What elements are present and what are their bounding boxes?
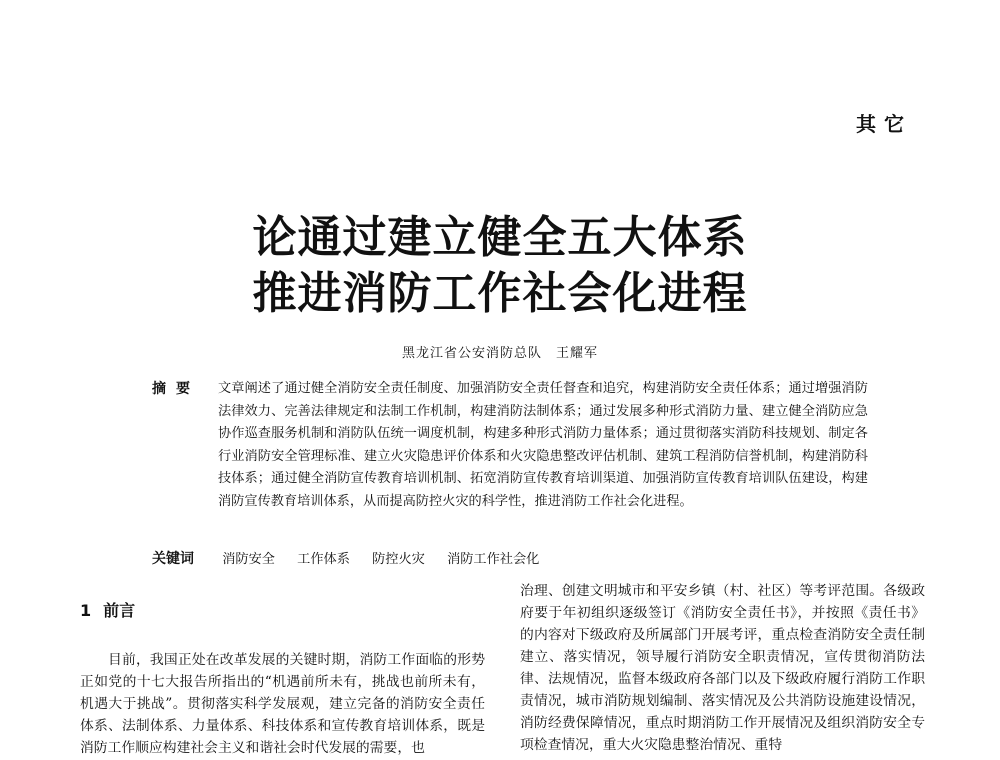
abstract bbox=[152, 378, 868, 513]
abstract-label: 摘要 bbox=[152, 381, 200, 397]
body-paragraph: 治理、创建文明城市和平安乡镇（村、社区）等考评范围。各级政府要于年初组织逐级签订《消防安全责任书》，并按照《责任书》的内容对下级政府及所属部门开展考评，重点检查消防安全责任制建立、落实情况，领导履行消防安全职责情况，宣传贯彻消防法律、法规情况，监督本级政府各部门以及下级政府履行消防工作职责情况，城市消防规划编制、落实情况及公共消防设施建设情况，消防经费保障情况，重点时期消防工作开展情况及组织消防安全专项检查情况，重大火灾隐患整治情况、重特 bbox=[520, 583, 925, 753]
section-number: 1 bbox=[80, 601, 92, 620]
keyword: 消防安全 bbox=[222, 552, 275, 567]
keyword: 消防工作社会化 bbox=[447, 552, 540, 567]
author-affiliation: 黑龙江省公安消防总队 王耀军 bbox=[401, 346, 598, 361]
right-column bbox=[520, 580, 925, 756]
section-title: 前言 bbox=[103, 601, 136, 620]
keyword: 工作体系 bbox=[297, 552, 350, 567]
keywords bbox=[152, 548, 868, 571]
title-line-2: 推进消防工作社会化进程 bbox=[252, 268, 748, 319]
section-tag: 其它 bbox=[856, 112, 912, 136]
left-column bbox=[80, 598, 485, 759]
keyword: 防控火灾 bbox=[372, 552, 425, 567]
section-heading bbox=[80, 598, 485, 621]
keywords-label: 关键词 bbox=[152, 551, 194, 567]
article-title bbox=[0, 210, 1000, 322]
title-line-1: 论通过建立健全五大体系 bbox=[252, 212, 748, 263]
abstract-text: 文章阐述了通过健全消防安全责任制度、加强消防安全责任督查和追究，构建消防安全责任体系；通过增强消防法律效力、完善法律规定和法制工作机制，构建消防法制体系；通过发展多种形式消防力量、建立健全消防应急协作巡查服务机制和消防队伍统一调度机制，构建多种形式消防力量体系；通过贯彻落实消防科技规划、制定各行业消防安全管理标准、建立火灾隐患评价体系和火灾隐患整改评估机制、建筑工程消防信誉机制，构建消防科技体系；通过健全消防宣传教育培训机制、拓宽消防宣传教育培训渠道、加强消防宣传教育培训队伍建设，构建消防宣传教育培训体系，从而提高防控火灾的科学性，推进消防工作社会化进程。 bbox=[218, 381, 868, 509]
body-paragraph: 目前，我国正处在改革发展的关键时期，消防工作面临的形势正如党的十七大报告所指出的“机遇前所未有，挑战也前所未有，机遇大于挑战”。贯彻落实科学发展观，建立完备的消防安全责任体系、法制体系、力量体系、科技体系和宣传教育培训体系，既是消防工作顺应构建社会主义和谐社会时代发展的需要，也 bbox=[80, 652, 485, 756]
